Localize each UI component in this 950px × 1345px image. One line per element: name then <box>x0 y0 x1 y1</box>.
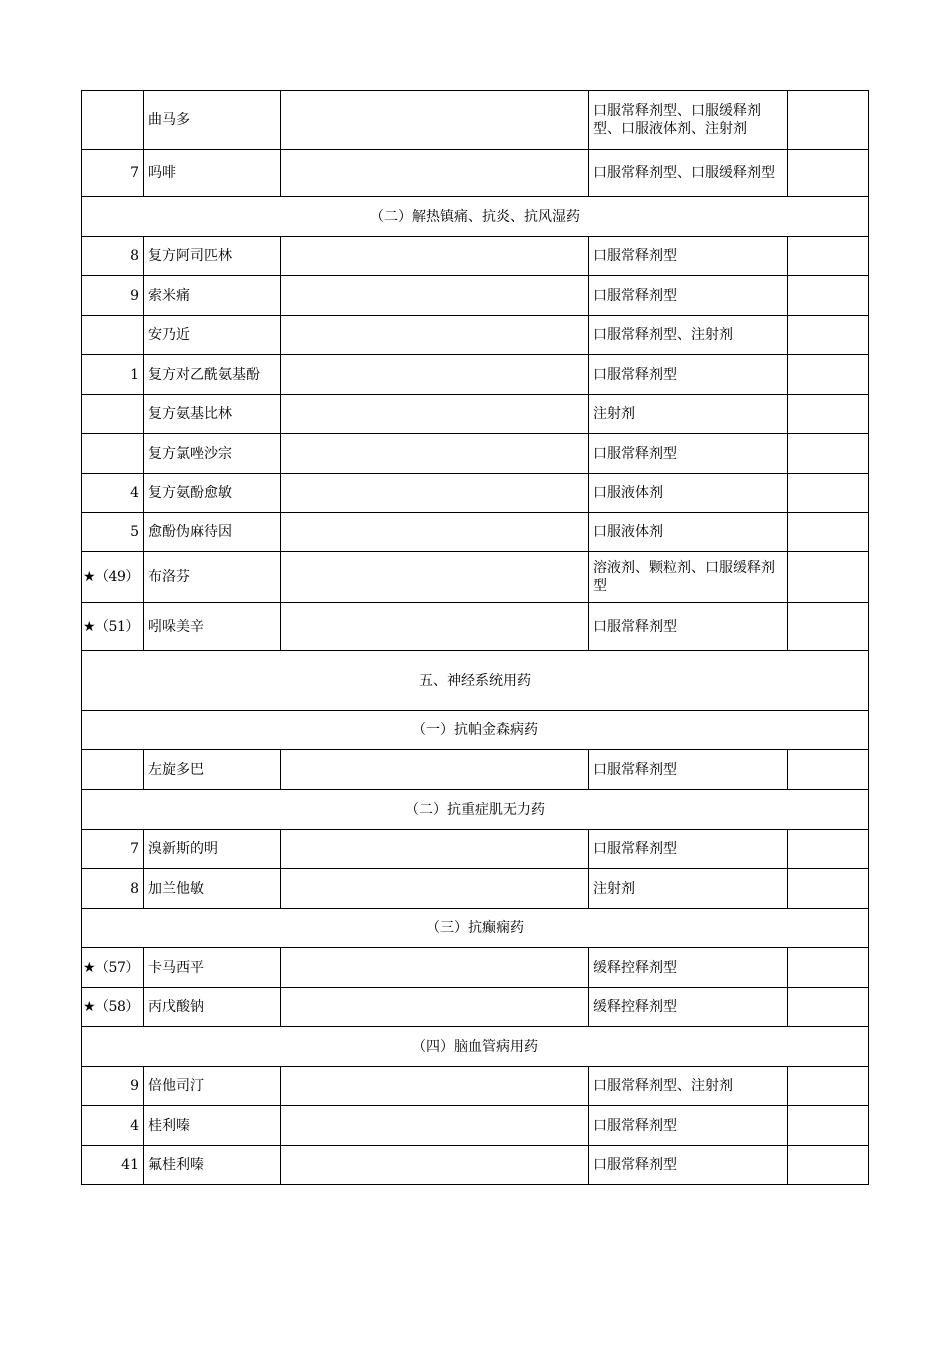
drug-row <box>82 316 869 355</box>
drug-number <box>82 395 144 434</box>
drug-name: 吗啡 <box>144 150 281 197</box>
dosage-form: 缓释控释剂型 <box>589 948 788 988</box>
drug-name: 左旋多巴 <box>144 750 281 790</box>
drug-row <box>82 513 869 552</box>
remark-cell <box>788 1106 869 1146</box>
remark-cell <box>788 1146 869 1185</box>
blank-cell <box>281 434 589 474</box>
remark-cell <box>788 276 869 316</box>
dosage-form: 口服常释剂型 <box>589 434 788 474</box>
blank-cell <box>281 395 589 434</box>
remark-cell <box>788 948 869 988</box>
drug-name: 桂利嗪 <box>144 1106 281 1146</box>
dosage-form: 口服液体剂 <box>589 474 788 513</box>
dosage-form: 口服常释剂型、口服缓释剂型 <box>589 150 788 197</box>
dosage-form: 口服常释剂型 <box>589 603 788 651</box>
blank-cell <box>281 1146 589 1185</box>
drug-name: 复方氯唑沙宗 <box>144 434 281 474</box>
drug-number: 9 <box>82 276 144 316</box>
drug-number: 8 <box>82 869 144 909</box>
drug-number: ★（51） <box>82 603 144 651</box>
drug-row <box>82 1067 869 1106</box>
drug-number: 9 <box>82 1067 144 1106</box>
section-title: （二）解热镇痛、抗炎、抗风湿药 <box>82 197 869 237</box>
drug-row <box>82 150 869 197</box>
drug-number: 4 <box>82 474 144 513</box>
drug-name: 曲马多 <box>144 91 281 150</box>
dosage-form: 口服常释剂型、口服缓释剂型、口服液体剂、注射剂 <box>589 91 788 150</box>
drug-row <box>82 276 869 316</box>
remark-cell <box>788 830 869 869</box>
blank-cell <box>281 603 589 651</box>
drug-row <box>82 603 869 651</box>
drug-number <box>82 316 144 355</box>
drug-row <box>82 750 869 790</box>
dosage-form: 口服常释剂型、注射剂 <box>589 1067 788 1106</box>
drug-number: 8 <box>82 237 144 276</box>
drug-number: 4 <box>82 1106 144 1146</box>
drug-row <box>82 434 869 474</box>
remark-cell <box>788 474 869 513</box>
dosage-form: 口服常释剂型 <box>589 237 788 276</box>
section-header-row <box>82 1027 869 1067</box>
remark-cell <box>788 869 869 909</box>
drug-row <box>82 1106 869 1146</box>
blank-cell <box>281 91 589 150</box>
drug-row <box>82 355 869 395</box>
drug-row <box>82 552 869 603</box>
drug-row <box>82 237 869 276</box>
drug-catalog-table <box>81 90 869 1185</box>
drug-row <box>82 988 869 1027</box>
drug-number: 7 <box>82 150 144 197</box>
drug-number: 5 <box>82 513 144 552</box>
drug-name: 安乃近 <box>144 316 281 355</box>
blank-cell <box>281 474 589 513</box>
drug-name: 丙戊酸钠 <box>144 988 281 1027</box>
drug-number: 41 <box>82 1146 144 1185</box>
blank-cell <box>281 513 589 552</box>
drug-name: 氟桂利嗪 <box>144 1146 281 1185</box>
blank-cell <box>281 750 589 790</box>
drug-number: 1 <box>82 355 144 395</box>
drug-name: 布洛芬 <box>144 552 281 603</box>
section-title: （二）抗重症肌无力药 <box>82 790 869 830</box>
drug-name: 复方氨酚愈敏 <box>144 474 281 513</box>
drug-row <box>82 395 869 434</box>
drug-row <box>82 91 869 150</box>
remark-cell <box>788 355 869 395</box>
drug-name: 复方对乙酰氨基酚 <box>144 355 281 395</box>
drug-name: 愈酚伪麻待因 <box>144 513 281 552</box>
drug-number <box>82 750 144 790</box>
blank-cell <box>281 276 589 316</box>
section-header-row <box>82 651 869 711</box>
remark-cell <box>788 552 869 603</box>
drug-name: 复方阿司匹林 <box>144 237 281 276</box>
remark-cell <box>788 91 869 150</box>
drug-name: 吲哚美辛 <box>144 603 281 651</box>
blank-cell <box>281 1067 589 1106</box>
blank-cell <box>281 237 589 276</box>
blank-cell <box>281 150 589 197</box>
drug-row <box>82 1146 869 1185</box>
dosage-form: 口服液体剂 <box>589 513 788 552</box>
drug-number: ★（58） <box>82 988 144 1027</box>
drug-name: 复方氨基比林 <box>144 395 281 434</box>
remark-cell <box>788 395 869 434</box>
drug-number <box>82 434 144 474</box>
blank-cell <box>281 316 589 355</box>
dosage-form: 缓释控释剂型 <box>589 988 788 1027</box>
dosage-form: 口服常释剂型 <box>589 355 788 395</box>
blank-cell <box>281 1106 589 1146</box>
drug-number <box>82 91 144 150</box>
dosage-form: 口服常释剂型、注射剂 <box>589 316 788 355</box>
dosage-form: 注射剂 <box>589 869 788 909</box>
drug-name: 索米痛 <box>144 276 281 316</box>
drug-row <box>82 474 869 513</box>
section-title: （三）抗癫痫药 <box>82 909 869 948</box>
dosage-form: 溶液剂、颗粒剂、口服缓释剂型 <box>589 552 788 603</box>
table-body <box>82 91 869 1185</box>
drug-row <box>82 948 869 988</box>
dosage-form: 口服常释剂型 <box>589 750 788 790</box>
remark-cell <box>788 150 869 197</box>
remark-cell <box>788 603 869 651</box>
dosage-form: 口服常释剂型 <box>589 276 788 316</box>
section-header-row <box>82 790 869 830</box>
remark-cell <box>788 513 869 552</box>
remark-cell <box>788 237 869 276</box>
drug-name: 倍他司汀 <box>144 1067 281 1106</box>
drug-name: 加兰他敏 <box>144 869 281 909</box>
dosage-form: 注射剂 <box>589 395 788 434</box>
drug-number: ★（57） <box>82 948 144 988</box>
dosage-form: 口服常释剂型 <box>589 1106 788 1146</box>
drug-number: 7 <box>82 830 144 869</box>
blank-cell <box>281 948 589 988</box>
blank-cell <box>281 355 589 395</box>
drug-name: 卡马西平 <box>144 948 281 988</box>
blank-cell <box>281 552 589 603</box>
remark-cell <box>788 316 869 355</box>
section-title: （一）抗帕金森病药 <box>82 711 869 750</box>
dosage-form: 口服常释剂型 <box>589 830 788 869</box>
section-title: （四）脑血管病用药 <box>82 1027 869 1067</box>
blank-cell <box>281 830 589 869</box>
remark-cell <box>788 1067 869 1106</box>
drug-name: 溴新斯的明 <box>144 830 281 869</box>
section-header-row <box>82 909 869 948</box>
remark-cell <box>788 750 869 790</box>
dosage-form: 口服常释剂型 <box>589 1146 788 1185</box>
blank-cell <box>281 869 589 909</box>
section-title: 五、神经系统用药 <box>82 651 869 711</box>
section-header-row <box>82 197 869 237</box>
remark-cell <box>788 988 869 1027</box>
remark-cell <box>788 434 869 474</box>
drug-row <box>82 830 869 869</box>
drug-row <box>82 869 869 909</box>
drug-number: ★（49） <box>82 552 144 603</box>
blank-cell <box>281 988 589 1027</box>
section-header-row <box>82 711 869 750</box>
